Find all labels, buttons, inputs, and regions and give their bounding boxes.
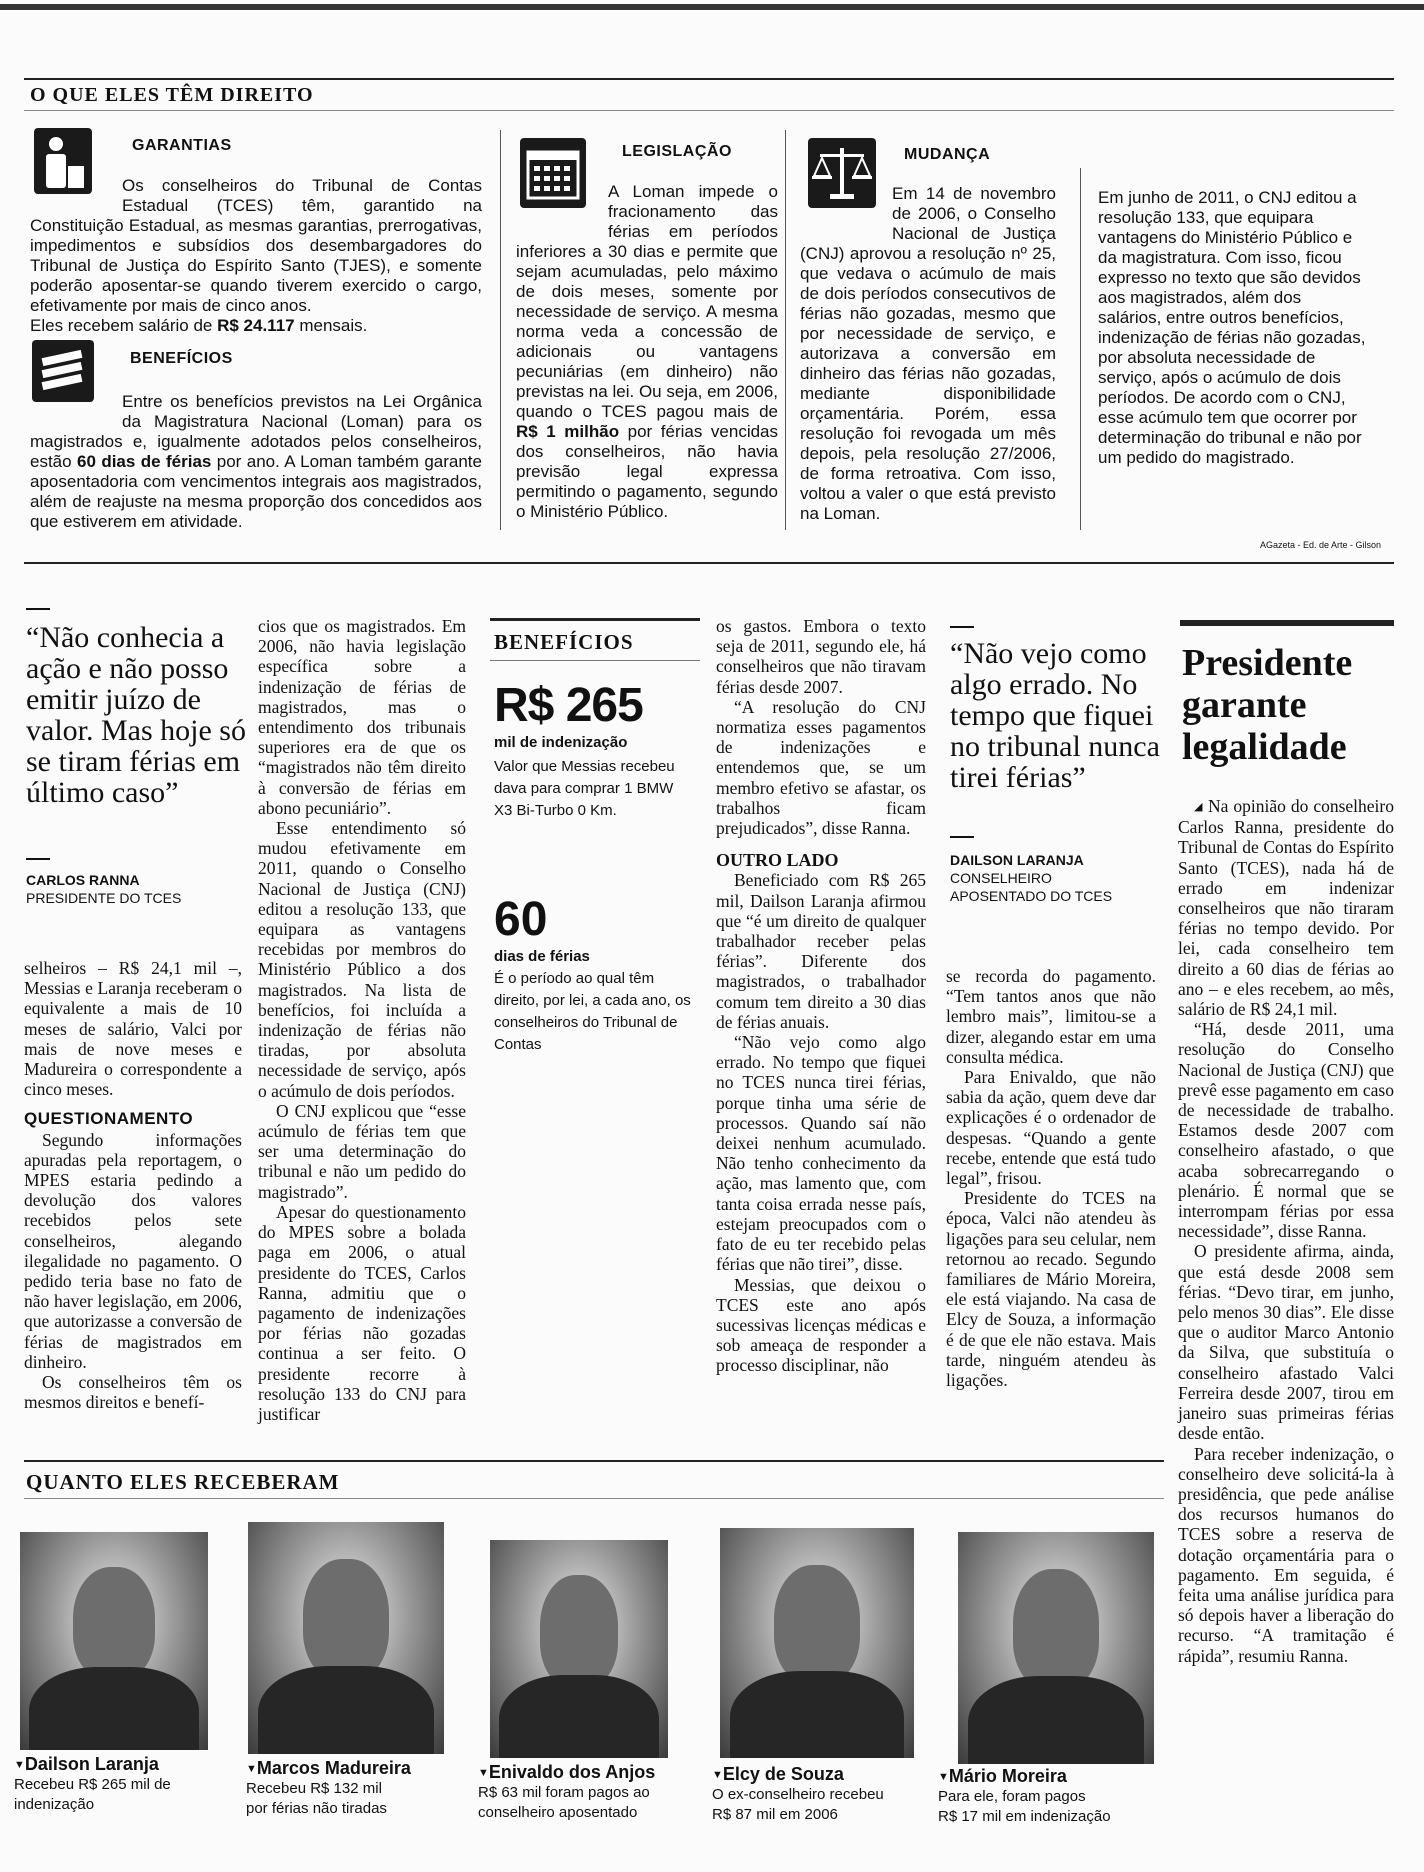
junho-text: Em junho de 2011, o CNJ editou a resolução 133, que equipara vantagens do Ministério Público e da magistratura. Com isso, ficou expresso no texto que são devidos aos magistrados, além dos salários, entre outros benefícios, indenização de férias não gozadas, por absoluta necessidade de serviço, após o acúmulo de dois períodos. De acordo com o CNJ, esse acúmulo tem que ocorrer por determinação do tribunal e não por um pedido do magistrado. <box>1098 188 1366 467</box>
legislacao-heading: LEGISLAÇÃO <box>622 143 732 160</box>
col5-text <box>946 966 1156 1390</box>
section-title: O QUE ELES TÊM DIREITO <box>30 84 314 106</box>
top-border <box>0 4 1424 10</box>
person-name: Enivaldo dos Anjos <box>488 1762 656 1782</box>
col1-heading: QUESTIONAMENTO <box>24 1109 194 1129</box>
col4-paragraph: “A resolução do CNJ normatiza esses pagamentos de indenizações e entendemos que, se um membro efetivo se afastar, os trabalhos ficam prejudicados”, disse Ranna. <box>716 696 926 839</box>
salary-suffix: mensais. <box>294 316 368 335</box>
caption-marcos-madureira <box>246 1758 466 1819</box>
triangle-icon: ◢ <box>1194 801 1204 813</box>
col2-paragraph: cios que os magistrados. Em 2006, não havia legislação específica sobre a indenização de férias de magistrados, mas o entendimento dos tribunais superiores era de que os “magistrados não têm direito à conversão de férias em abono pecuniário”. <box>258 616 466 818</box>
text-indent <box>800 184 892 242</box>
beneficios-label2: dias de férias <box>494 948 590 965</box>
caption-line: R$ 17 mil em indenização <box>938 1808 1111 1825</box>
photo-enivaldo-dos-anjos <box>490 1540 668 1758</box>
quote-ranna-name: CARLOS RANNA <box>26 872 140 888</box>
section-rule <box>24 78 1394 80</box>
triangle-icon: ▼ <box>478 1767 489 1779</box>
caption-name <box>14 1754 234 1775</box>
mudanca-body: Em 14 de novembro de 2006, o Conselho Nacional de Justiça (CNJ) aprovou a resolução nº 25, que vedava o acúmulo de mais de dois períodos consecutivos de férias não gozadas, mesmo que por necessidade de serviço, e autorizava a conversão em dinheiro das férias não gozadas, mediante disponibilidade orçamentária. Porém, essa resolução foi revogada um mês depois, pela resolução 27/2006, de forma retroativa. Com isso, voltou a valer o que está previsto na Loman. <box>800 184 1056 523</box>
col5-paragraph: Para Enivaldo, que não sabia da ação, quem deve dar explicações é o ordenador de despesas. “Quando a gente recebe, entende que está tudo legal”, frisou. <box>946 1067 1156 1189</box>
col2-paragraph: Esse entendimento só mudou efetivamente em 2011, quando o Conselho Nacional de Justiça (CNJ) editou a resolução 133, que equipara as vantagens recebidas por membros do Ministério Público a dos magistrados. Na lista de benefícios, foi incluída a indenização de férias não tiradas, por absoluta necessidade de serviço, após o acúmulo de dois períodos. <box>258 818 466 1101</box>
salary-prefix: Eles recebem salário de <box>30 316 218 335</box>
person-name: Elcy de Souza <box>722 1764 844 1784</box>
beneficios-value1: R$ 265 <box>494 679 643 732</box>
caption-dailson-laranja <box>14 1754 234 1815</box>
mudanca-text <box>800 184 1056 524</box>
col2-text <box>258 616 466 1424</box>
portrait-torso <box>499 1675 659 1758</box>
portrait-torso <box>258 1666 434 1754</box>
quote-laranja-name: DAILSON LARANJA <box>950 852 1084 868</box>
caption-elcy-de-souza <box>712 1764 932 1825</box>
portrait-torso <box>968 1676 1144 1764</box>
caption-line: R$ 63 mil foram pagos ao <box>478 1784 650 1801</box>
photo-marcos-madureira <box>248 1522 444 1754</box>
portrait-head <box>774 1565 859 1685</box>
caption-line: por férias não tiradas <box>246 1800 387 1817</box>
salary-value: R$ 24.117 <box>217 316 295 335</box>
beneficios-box-title: BENEFÍCIOS <box>494 630 634 654</box>
col4-paragraph: os gastos. Embora o texto seja de 2011, segundo ele, há conselheiros que não tiravam férias desde 2007. <box>716 616 926 697</box>
photo-mario-moreira <box>958 1532 1154 1764</box>
col4-paragraph: Beneficiado com R$ 265 mil, Dailson Laranja afirmou que “é um direito de qualquer trabalhador receber pelas férias”. Diferente dos magistrados, o trabalhador comum tem direito a 30 dias de férias anuais. <box>716 870 926 1032</box>
caption-line: conselheiro aposentado <box>478 1804 638 1821</box>
beneficios-label1: mil de indenização <box>494 734 628 751</box>
caption-line: Para ele, foram pagos <box>938 1788 1086 1805</box>
beneficios-desc2: É o período ao qual têm direito, por lei, a cada ano, os conselheiros do Tribunal de Contas <box>494 970 691 1053</box>
sidebar-paragraph <box>1178 796 1394 1019</box>
photo-dailson-laranja <box>20 1532 208 1750</box>
caption-line: Recebeu R$ 265 mil de <box>14 1776 171 1793</box>
box-rule <box>490 618 700 621</box>
quote-dash <box>950 626 974 628</box>
quanto-title: QUANTO ELES RECEBERAM <box>26 1470 340 1494</box>
col1-paragraph: Os conselheiros têm os mesmos direitos e benefí- <box>24 1372 242 1413</box>
triangle-icon: ▼ <box>938 1771 949 1783</box>
credit-text: AGazeta - Ed. de Arte - Gilson <box>1260 540 1382 550</box>
beneficios-body-a: Entre os benefícios previstos na Lei Orgânica da Magistratura Nacional (Loman) para os magistrados e, igualmente adotados pelos conselheiros, estão <box>30 392 482 471</box>
sidebar-paragraph: O presidente afirma, ainda, que está desde 2008 sem férias. “Devo tirar, em junho, pelo menos 30 dias”. Ele disse que o auditor Marco Antonio da Silva, que substituía o conselheiro afastado Valci Ferreira desde 2007, tirou em janeiro suas primeiras férias desde então. <box>1178 1241 1394 1444</box>
section-rule <box>24 1460 1164 1462</box>
column-divider <box>785 130 786 530</box>
quote-ranna-text: “Não conhecia a ação e não posso emitir juízo de valor. Mas hoje só se tiram férias em último caso” <box>26 621 246 809</box>
beneficios-body-b: por ano. A Loman também garante aposentadoria com vencimentos integrais aos magistrados, além de reajuste na mesma proporção dos concedidos aos que estiverem em atividade. <box>30 452 482 531</box>
text-indent <box>30 392 122 430</box>
photo-elcy-de-souza <box>720 1528 914 1758</box>
beneficios-value2: 60 <box>494 893 548 946</box>
column-divider <box>1080 168 1081 530</box>
quote-laranja-text: “Não vejo como algo errado. No tempo que fiquei no tribunal nunca tirei férias” <box>950 637 1160 794</box>
quote-ranna-role: PRESIDENTE DO TCES <box>26 890 182 906</box>
sidebar-paragraph: “Há, desde 2011, uma resolução do Conselho Nacional de Justiça (CNJ) que prevê esse pagamento em caso de necessidade de trabalho. Estamos desde 2007 com conselheiro afastado, o que acaba sobrecarregando o plenário. É normal que se interrompam férias por essa necessidade”, disse Ranna. <box>1178 1019 1394 1242</box>
quote-dash <box>950 836 974 838</box>
caption-name <box>712 1764 932 1785</box>
sidebar-text <box>1178 796 1394 1666</box>
beneficios-desc1: Valor que Messias recebeu dava para comprar 1 BMW X3 Bi-Turbo 0 Km. <box>494 758 675 819</box>
text-indent <box>30 176 122 210</box>
col1-paragraph: selheiros – R$ 24,1 mil –, Messias e Laranja receberam o equivalente a mais de 10 meses de salário, Valci por mais de nove meses e Madureira o correspondente a cinco meses. <box>24 958 242 1100</box>
caption-line: Recebeu R$ 132 mil <box>246 1780 382 1797</box>
caption-mario-moreira <box>938 1766 1168 1827</box>
col4-paragraph: “Não vejo como algo errado. No tempo que fiquei no TCES nunca tirei férias, porque tinha uma série de processos. Quando saí não deixei nenhum acumulado. Não tenho conhecimento da ação, mas lamento que, com tanta coisa errada nesse país, estejam preocupados com o fato de eu ter recebido pelas férias que não tirei”, disse. <box>716 1032 926 1275</box>
section-rule-thin <box>24 110 1394 111</box>
col5-paragraph: se recorda do pagamento. “Tem tantos anos que não lembro mais”, limitou-se a dizer, alegando estar em uma consulta médica. <box>946 966 1156 1067</box>
col1-paragraph: Segundo informações apuradas pela reportagem, o MPES estaria pedindo a devolução dos valores recebidos pelos sete conselheiros, alegando ilegalidade no pagamento. O pedido teria base no fato de não haver legislação, em 2006, que autorizasse a conversão de férias de magistrados em dinheiro. <box>24 1129 242 1372</box>
portrait-head <box>540 1575 618 1688</box>
garantias-body: Os conselheiros do Tribunal de Contas Estadual (TCES) têm, garantido na Constituição Estadual, as mesmas garantias, prerrogativas, impedimentos e subsídios dos desembargadores do Tribunal de Justiça do Espírito Santo (TJES), e somente poderão aposentar-se quando tiverem exercido o cargo, efetivamente por mais de cinco anos. <box>30 176 482 315</box>
text-indent <box>516 182 608 240</box>
sidebar-paragraph: Para receber indenização, o conselheiro deve solicitá-la à presidência, que pede análise dos recursos humanos do TCES sobre a reserva de dotação orçamentária para o pagamento. Em seguida, é feita uma análise jurídica para só depois haver a liberação do recurso. “A tramitação é rápida”, resumiu Ranna. <box>1178 1443 1394 1666</box>
caption-line: R$ 87 mil em 2006 <box>712 1806 838 1823</box>
caption-name <box>478 1762 708 1783</box>
caption-name <box>938 1766 1168 1787</box>
sidebar-paragraph-text: Na opinião do conselheiro Carlos Ranna, presidente do Tribunal de Contas do Espírito Santo (TCES), nada há de errado em indenizar conselheiros que não tiraram férias no tempo devido. Por lei, cada conselheiro tem direito a 60 dias de férias ao ano – e eles recebem, ao mês, salário de R$ 24,1 mil. <box>1178 796 1394 1020</box>
portrait-head <box>1013 1569 1099 1690</box>
person-name: Marcos Madureira <box>256 1758 411 1778</box>
legislacao-text <box>516 182 778 522</box>
section-rule-thin <box>24 1498 1164 1499</box>
col2-paragraph: Apesar do questionamento do MPES sobre a bolada paga em 2006, o atual presidente do TCES, Carlos Ranna, admitiu que o pagamento de indenizações por férias não gozadas continua a ser feito. O presidente recorre à resolução 133 do CNJ para justificar <box>258 1201 466 1424</box>
portrait-head <box>73 1567 156 1680</box>
column-divider <box>500 130 501 530</box>
garantias-heading: GARANTIAS <box>132 137 232 154</box>
col4-heading: OUTRO LADO <box>716 850 839 871</box>
portrait-torso <box>730 1671 905 1758</box>
col4-text <box>716 616 926 1376</box>
triangle-icon: ▼ <box>246 1763 257 1775</box>
person-name: Dailson Laranja <box>24 1754 159 1774</box>
legislacao-body-b: por férias vencidas dos conselheiros, não havia previsão legal expressa permitindo o pagamento, segundo o Ministério Público. <box>516 422 779 521</box>
sidebar-title: Presidente garante legalidade <box>1182 642 1353 768</box>
mudanca-heading: MUDANÇA <box>904 146 991 163</box>
legislacao-bold: R$ 1 milhão <box>516 422 620 441</box>
section-rule <box>24 562 1394 564</box>
beneficios-text <box>30 392 482 532</box>
caption-line: indenização <box>14 1796 95 1813</box>
quote-laranja-role: CONSELHEIRO <box>950 870 1052 886</box>
caption-name <box>246 1758 466 1779</box>
triangle-icon: ▼ <box>712 1769 723 1781</box>
portrait-torso <box>29 1667 198 1750</box>
caption-line: O ex-conselheiro recebeu <box>712 1786 884 1803</box>
garantias-text <box>30 176 482 336</box>
legislacao-body-a: A Loman impede o fracionamento das férias em períodos inferiores a 30 dias e permite que sejam acumuladas, pelo máximo de dois meses, somente por necessidade de serviço. A mesma norma veda a concessão de adicionais ou vantagens pecuniárias (em dinheiro) não previstas na lei. Ou seja, em 2006, quando o TCES pagou mais de <box>516 182 778 421</box>
sidebar-rule <box>1180 620 1394 626</box>
col2-paragraph: O CNJ explicou que “esse acúmulo de férias tem que ser uma determinação do tribunal e não um pedido do magistrado”. <box>258 1100 466 1202</box>
col1-text <box>24 958 242 1412</box>
portrait-head <box>303 1559 389 1680</box>
caption-enivaldo-dos-anjos <box>478 1762 708 1823</box>
quote-dash <box>26 608 50 610</box>
quote-dash <box>26 858 50 860</box>
person-name: Mário Moreira <box>948 1766 1067 1786</box>
triangle-icon: ▼ <box>14 1759 25 1771</box>
box-rule-thin <box>490 660 700 661</box>
col5-paragraph: Presidente do TCES na época, Valci não atendeu às ligações para seu celular, nem retornou ao recado. Segundo familiares de Mário Moreira, ele está viajando. Na casa de Elcy de Souza, a informação é de que ele não estava. Mais tarde, ninguém atendeu às ligações. <box>946 1188 1156 1391</box>
col4-paragraph: Messias, que deixou o TCES este ano após sucessivas licenças médicas e sob ameaça de responder a processo disciplinar, não <box>716 1274 926 1376</box>
beneficios-bold: 60 dias de férias <box>77 452 212 471</box>
beneficios-heading: BENEFÍCIOS <box>130 350 233 367</box>
quote-laranja-role: APOSENTADO DO TCES <box>950 888 1113 904</box>
